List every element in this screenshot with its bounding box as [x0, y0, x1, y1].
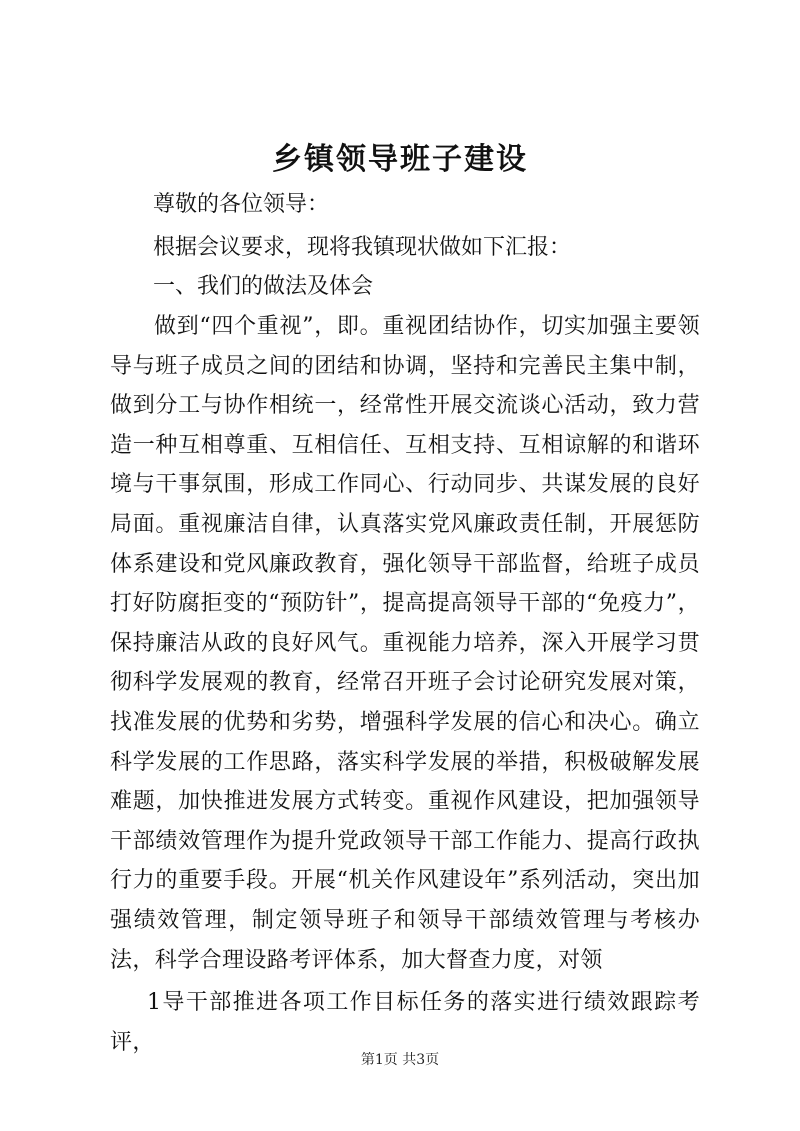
section-heading: 一、我们的做法及体会 — [153, 274, 374, 299]
body-paragraph-2: 1导干部推进各项工作目标任务的落实进行绩效跟踪考评， — [110, 990, 700, 1055]
salutation: 尊敬的各位领导： — [153, 192, 330, 217]
page-footer: 第1页 共3页 — [360, 1052, 440, 1068]
document-title: 乡镇领导班子建设 — [272, 142, 528, 177]
intro-line: 根据会议要求，现将我镇现状做如下汇报： — [153, 235, 572, 260]
body-paragraph-1: 做到“四个重视”，即。重视团结协作，切实加强主要领导与班子成员之间的团结和协调，坚持和完善民主集中制，做到分工与协作相统一，经常性开展交流谈心活动，致力营造一种互相尊重、互相信任、互相支持、互相谅解的和谐环境与干事氛围，形成工作同心、行动同步、共谋发展的良好局面。重视廉洁自律，认真落实党风廉政责任制，开展惩防体系建设和党风廉政教育，强化领导干部监督，给班子成员打好防腐拒变的“预防针”，提高提高领导干部的“免疫力”，保持廉洁从政的良好风气。重视能力培养，深入开展学习贯彻科学发展观的教育，经常召开班子会讨论研究发展对策，找准发展的优势和劣势，增强科学发展的信心和决心。确立科学发展的工作思路，落实科学发展的举措，积极破解发展难题，加快推进发展方式转变。重视作风建设，把加强领导干部绩效管理作为提升党政领导干部工作能力、提高行政执行力的重要手段。开展“机关作风建设年”系列活动，突出加强绩效管理，制定领导班子和领导干部绩效管理与考核办法，科学合理设路考评体系，加大督查力度，对领 — [110, 314, 700, 973]
